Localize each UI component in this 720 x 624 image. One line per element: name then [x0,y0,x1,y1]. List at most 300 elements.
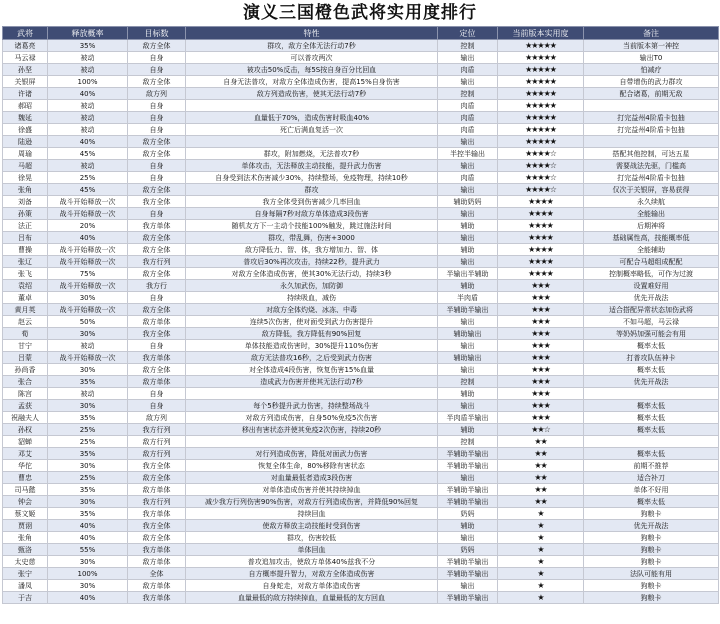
cell-trait: 对行列造成伤害，降低对面武力伤害 [186,448,438,460]
cell-trait: 被攻击50%反击，每5S按自身百分比回血 [186,64,438,76]
cell-trait: 对敌方列造成伤害，自身50%免疫5次伤害 [186,412,438,424]
cell-trait: 普攻后30%再次攻击，持续22秒，提升武力 [186,256,438,268]
table-row [3,232,719,244]
cell-trigger-rate: 25% [48,172,128,184]
cell-targets: 敌方单体 [128,556,186,568]
cell-notes: 可配合马超组成配配 [584,256,719,268]
cell-role: 肉盾 [438,124,498,136]
header-general: 武将 [3,27,48,40]
cell-trigger-rate: 30% [48,580,128,592]
cell-role: 输出 [438,76,498,88]
cell-general: 太史慈 [3,556,48,568]
ranking-table [2,26,719,604]
cell-notes: 等奶妈加强可能会有用 [584,328,719,340]
cell-notes: 打完益州4阶盾卡包抽 [584,172,719,184]
cell-notes [584,136,719,148]
cell-general: 孙策 [3,208,48,220]
table-row [3,52,719,64]
cell-trait [186,436,438,448]
header-usefulness: 当前版本实用度 [498,27,584,40]
header-notes: 备注 [584,27,719,40]
header-role: 定位 [438,27,498,40]
cell-general: 孙尚香 [3,364,48,376]
cell-notes: 后期神将 [584,220,719,232]
cell-trigger-rate: 被动 [48,388,128,400]
cell-usefulness: ★★★★ [498,196,584,208]
cell-role: 半控半输出 [438,148,498,160]
cell-role: 辅助输出 [438,328,498,340]
cell-notes: 配合诸葛，前期无敌 [584,88,719,100]
cell-trait: 群攻，敌方全体无法行动7秒 [186,40,438,52]
cell-trigger-rate: 40% [48,532,128,544]
cell-role: 辅助 [438,280,498,292]
cell-role: 输出 [438,136,498,148]
table-row [3,196,719,208]
cell-notes: 永久续航 [584,196,719,208]
cell-trait [186,136,438,148]
cell-role: 半肉盾 [438,292,498,304]
cell-usefulness: ★★★★★ [498,124,584,136]
cell-general: 徐盛 [3,124,48,136]
table-row [3,112,719,124]
cell-trigger-rate: 25% [48,472,128,484]
cell-usefulness: ★★★★★ [498,88,584,100]
cell-notes: 自带增伤的武力群攻 [584,76,719,88]
cell-targets: 我方单体 [128,544,186,556]
cell-usefulness: ★★★★★ [498,52,584,64]
table-row [3,592,719,604]
cell-trigger-rate: 50% [48,316,128,328]
cell-notes: 狗粮卡 [584,544,719,556]
cell-role: 输出 [438,472,498,484]
cell-targets: 敌方全体 [128,184,186,196]
cell-trait: 对全体造成4段伤害，恢复伤害15%血量 [186,364,438,376]
cell-trigger-rate: 35% [48,40,128,52]
cell-targets: 自身 [128,112,186,124]
cell-role: 输出 [438,340,498,352]
cell-trigger-rate: 25% [48,436,128,448]
cell-notes: 概率太低 [584,412,719,424]
cell-notes: 设置难好用 [584,280,719,292]
cell-role: 输出 [438,232,498,244]
cell-trigger-rate: 被动 [48,100,128,112]
cell-usefulness: ★★★★☆ [498,148,584,160]
table-row [3,472,719,484]
cell-targets: 敌方全体 [128,244,186,256]
cell-role: 肉盾 [438,172,498,184]
cell-targets: 敌方行列 [128,448,186,460]
cell-notes: 不如马超，马云禄 [584,316,719,328]
cell-notes: 狗粮卡 [584,556,719,568]
cell-targets: 敌方全体 [128,304,186,316]
cell-trait: 永久加武伤，加防御 [186,280,438,292]
cell-general: 陆逊 [3,136,48,148]
cell-role: 肉盾 [438,112,498,124]
cell-notes: 单体不好用 [584,484,719,496]
cell-trait: 持续吸血，减伤 [186,292,438,304]
cell-trait: 自身受到法术伤害减少30%，持续整场，免疫物理，持续10秒 [186,172,438,184]
cell-role: 奶妈 [438,544,498,556]
table-row [3,376,719,388]
cell-targets: 我方单体 [128,352,186,364]
cell-targets: 自身 [128,52,186,64]
cell-general: 孙坚 [3,64,48,76]
cell-usefulness: ★★★ [498,376,584,388]
table-row [3,268,719,280]
table-row [3,496,719,508]
cell-role: 辅助 [438,220,498,232]
table-row [3,436,719,448]
table-row [3,280,719,292]
cell-targets: 自身 [128,208,186,220]
cell-targets: 自身 [128,172,186,184]
cell-trigger-rate: 被动 [48,112,128,124]
table-row [3,160,719,172]
cell-trigger-rate: 30% [48,556,128,568]
cell-trait: 造成武力伤害并使其无法行动7秒 [186,376,438,388]
cell-general: 黄月英 [3,304,48,316]
table-row [3,172,719,184]
cell-notes: 概率太低 [584,448,719,460]
cell-targets: 自身 [128,160,186,172]
cell-targets: 我方单体 [128,508,186,520]
cell-trait: 血量最低的敌方持续掉血，血量最低的友方回血 [186,592,438,604]
cell-trigger-rate: 40% [48,88,128,100]
cell-general: 张角 [3,184,48,196]
cell-notes: 概率太低 [584,364,719,376]
cell-notes: 优先开战法 [584,520,719,532]
cell-targets: 敌方单体 [128,580,186,592]
cell-general: 甘宁 [3,340,48,352]
table-row [3,100,719,112]
cell-targets: 敌方单体 [128,316,186,328]
cell-trigger-rate: 40% [48,232,128,244]
cell-role: 半辅助半输出 [438,556,498,568]
cell-role: 控制 [438,376,498,388]
cell-notes: 打完益州4阶盾卡包抽 [584,112,719,124]
cell-usefulness: ★★★ [498,328,584,340]
cell-trigger-rate: 30% [48,364,128,376]
cell-trait: 随机友方下一主动个技能100%触发，跳过施法时间 [186,220,438,232]
cell-usefulness: ★★★★☆ [498,160,584,172]
cell-targets: 我方全体 [128,520,186,532]
cell-trait: 血量低于70%，造成伤害时吸血40% [186,112,438,124]
cell-trigger-rate: 45% [48,148,128,160]
cell-trigger-rate: 40% [48,520,128,532]
cell-role: 输出 [438,52,498,64]
cell-general: 关银屏 [3,76,48,88]
cell-role: 输出 [438,208,498,220]
cell-role: 辅助 [438,424,498,436]
cell-usefulness: ★★ [498,484,584,496]
table-row [3,388,719,400]
cell-general: 张角 [3,532,48,544]
cell-notes: 适合搭配异常状态加伤武将 [584,304,719,316]
table-row [3,508,719,520]
cell-trait [186,388,438,400]
table-row [3,412,719,424]
cell-trait: 自身每隔7秒对敌方单体造成3段伤害 [186,208,438,220]
cell-trait: 群攻，伤害较低 [186,532,438,544]
cell-targets: 敌方全体 [128,148,186,160]
cell-usefulness: ★★☆ [498,424,584,436]
table-row [3,256,719,268]
cell-targets: 敌方全体 [128,40,186,52]
cell-notes [584,436,719,448]
cell-notes: 仅次于关银屏，容易获得 [584,184,719,196]
cell-trigger-rate: 战斗开始释放一次 [48,352,128,364]
cell-trigger-rate: 35% [48,484,128,496]
cell-trigger-rate: 战斗开始释放一次 [48,256,128,268]
cell-role: 辅助 [438,520,498,532]
cell-usefulness: ★ [498,568,584,580]
cell-general: 贾诩 [3,520,48,532]
cell-notes [584,100,719,112]
cell-usefulness: ★★★★ [498,256,584,268]
cell-trait: 敌方无法普攻16秒，之后受到武力伤害 [186,352,438,364]
cell-role: 半输出半辅助 [438,268,498,280]
cell-general: 于吉 [3,592,48,604]
cell-notes: 全能辅助 [584,244,719,256]
table-row [3,544,719,556]
cell-notes: 概率太低 [584,424,719,436]
table-row [3,448,719,460]
cell-trait: 单体攻击，无法释放主动技能，提升武力伤害 [186,160,438,172]
cell-general: 貂蝉 [3,436,48,448]
cell-notes: 狗粮卡 [584,592,719,604]
cell-trait: 群攻，带乱舞，伤害+3000 [186,232,438,244]
table-row [3,316,719,328]
cell-general: 司马懿 [3,484,48,496]
table-row [3,460,719,472]
cell-general: 诸葛亮 [3,40,48,52]
cell-usefulness: ★★★★☆ [498,184,584,196]
cell-trigger-rate: 30% [48,328,128,340]
cell-trigger-rate: 战斗开始释放一次 [48,208,128,220]
cell-notes [584,388,719,400]
cell-role: 输出 [438,532,498,544]
cell-usefulness: ★★★★☆ [498,172,584,184]
cell-role: 半肉盾半输出 [438,412,498,424]
cell-general: 曹忠 [3,472,48,484]
cell-usefulness: ★★★★ [498,244,584,256]
cell-usefulness: ★★ [498,472,584,484]
cell-usefulness: ★★★★★ [498,136,584,148]
cell-usefulness: ★ [498,580,584,592]
cell-general: 陈宫 [3,388,48,400]
cell-usefulness: ★★★ [498,304,584,316]
table-row [3,220,719,232]
table-row [3,424,719,436]
cell-general: 华佗 [3,460,48,472]
cell-targets: 敌方全体 [128,268,186,280]
cell-role: 半辅助半输出 [438,460,498,472]
cell-trigger-rate: 100% [48,76,128,88]
cell-general: 孟获 [3,400,48,412]
cell-trigger-rate: 25% [48,424,128,436]
cell-general: 许诸 [3,88,48,100]
cell-targets: 我方全体 [128,460,186,472]
cell-general: 董卓 [3,292,48,304]
cell-usefulness: ★★ [498,436,584,448]
cell-usefulness: ★★★ [498,388,584,400]
table-row [3,328,719,340]
cell-trait: 自方概率提升智力，对敌方全体造成伤害 [186,568,438,580]
table-row [3,352,719,364]
cell-trait: 单体技能造成伤害时，30%提升110%伤害 [186,340,438,352]
cell-notes: 搭配其他控制，可达五星 [584,148,719,160]
cell-role: 奶妈 [438,508,498,520]
cell-trigger-rate: 战斗开始释放一次 [48,280,128,292]
cell-notes: 狗粮卡 [584,580,719,592]
cell-notes: 概率太低 [584,340,719,352]
cell-general: 祝融夫人 [3,412,48,424]
cell-usefulness: ★★★ [498,340,584,352]
table-row [3,304,719,316]
cell-trait: 恢复全体生命，80%移除有害状态 [186,460,438,472]
cell-role: 输出 [438,184,498,196]
cell-trait: 使敌方释放主动技能时受到伤害 [186,520,438,532]
cell-notes: 概率太低 [584,496,719,508]
cell-usefulness: ★ [498,592,584,604]
cell-trait: 敌方降低力、智、体，我方增加力、智、体 [186,244,438,256]
cell-targets: 我方行列 [128,424,186,436]
cell-trigger-rate: 30% [48,292,128,304]
cell-targets: 我方全体 [128,196,186,208]
table-row [3,484,719,496]
cell-notes: 概率太低 [584,400,719,412]
cell-role: 半辅助半输出 [438,496,498,508]
cell-notes: 打完益州4阶盾卡包抽 [584,124,719,136]
cell-usefulness: ★ [498,532,584,544]
table-row [3,568,719,580]
cell-trigger-rate: 75% [48,268,128,280]
cell-general: 吕布 [3,232,48,244]
cell-role: 输出 [438,160,498,172]
cell-trait: 减少我方行列伤害90%伤害，对敌方行列造成伤害，并降低90%回复 [186,496,438,508]
cell-notes: 前期不推荐 [584,460,719,472]
cell-general: 袁绍 [3,280,48,292]
cell-usefulness: ★★★★★ [498,76,584,88]
cell-trigger-rate: 40% [48,592,128,604]
cell-targets: 全体 [128,568,186,580]
cell-general: 张辽 [3,256,48,268]
cell-trigger-rate: 35% [48,376,128,388]
table-row [3,364,719,376]
cell-targets: 敌方单体 [128,484,186,496]
cell-general: 刘备 [3,196,48,208]
cell-trigger-rate: 30% [48,460,128,472]
cell-usefulness: ★★★ [498,412,584,424]
cell-general: 张飞 [3,268,48,280]
table-row [3,292,719,304]
cell-trigger-rate: 被动 [48,340,128,352]
cell-trait: 群攻 [186,184,438,196]
table-row [3,124,719,136]
cell-general: 郝昭 [3,100,48,112]
cell-trigger-rate: 45% [48,184,128,196]
cell-role: 控制 [438,88,498,100]
cell-role: 半辅助半输出 [438,484,498,496]
cell-trait: 自身蛇走，对敌方单体造成伤害 [186,580,438,592]
header-targets: 目标数 [128,27,186,40]
cell-targets: 敌方列 [128,88,186,100]
cell-targets: 我方行列 [128,256,186,268]
cell-usefulness: ★★★★ [498,208,584,220]
cell-role: 辅助输出 [438,352,498,364]
cell-general: 邓艾 [3,448,48,460]
cell-role: 辅助奶妈 [438,196,498,208]
cell-trigger-rate: 30% [48,400,128,412]
table-row [3,76,719,88]
table-row [3,184,719,196]
cell-trait: 死亡后满血复活一次 [186,124,438,136]
cell-targets: 敌方单体 [128,376,186,388]
cell-general: 张合 [3,376,48,388]
cell-usefulness: ★ [498,544,584,556]
cell-role: 半辅助半输出 [438,592,498,604]
cell-role: 输出 [438,256,498,268]
cell-usefulness: ★★★★★ [498,40,584,52]
table-row [3,400,719,412]
cell-usefulness: ★★★ [498,316,584,328]
cell-trait: 群攻，附加燃烧，无法普攻7秒 [186,148,438,160]
cell-general: 魏延 [3,112,48,124]
table-row [3,148,719,160]
table-row [3,88,719,100]
cell-usefulness: ★★★ [498,292,584,304]
table-row [3,532,719,544]
table-header-row [3,27,719,40]
cell-targets: 自身 [128,124,186,136]
cell-notes: 输出T0 [584,52,719,64]
cell-targets: 自身 [128,64,186,76]
cell-trigger-rate: 被动 [48,124,128,136]
page-title: 演义三国橙色武将实用度排行 [243,3,477,23]
cell-trait: 移出有害状态并使其免疫2次伤害，持续20秒 [186,424,438,436]
cell-general: 吕蒙 [3,352,48,364]
cell-trait: 自身无法普攻，对敌方全体造成伤害，提高15%自身伤害 [186,76,438,88]
table-row [3,580,719,592]
cell-usefulness: ★★ [498,496,584,508]
cell-trait: 持续回血 [186,508,438,520]
cell-notes: 优先开战法 [584,292,719,304]
cell-general: 曹操 [3,244,48,256]
cell-trigger-rate: 35% [48,448,128,460]
cell-trait: 对敌方全体灼烧、冰冻、中毒 [186,304,438,316]
cell-trait: 单体回血 [186,544,438,556]
cell-targets: 我方单体 [128,592,186,604]
cell-targets: 敌方全体 [128,364,186,376]
cell-role: 控制 [438,436,498,448]
table-row [3,244,719,256]
cell-general: 蔡文姬 [3,508,48,520]
table-row [3,340,719,352]
cell-usefulness: ★★★ [498,280,584,292]
cell-trigger-rate: 20% [48,220,128,232]
table-row [3,136,719,148]
cell-trait: 普攻追加攻击，使敌方单体40%兹我不分 [186,556,438,568]
cell-trait: 敌方降低，我方降低有90%回复 [186,328,438,340]
cell-usefulness: ★★★★ [498,268,584,280]
cell-trigger-rate: 55% [48,544,128,556]
cell-general: 马云禄 [3,52,48,64]
cell-notes: 当前版本第一神控 [584,40,719,52]
cell-trigger-rate: 战斗开始释放一次 [48,196,128,208]
cell-usefulness: ★ [498,508,584,520]
cell-usefulness: ★★ [498,460,584,472]
cell-trigger-rate: 被动 [48,52,128,64]
